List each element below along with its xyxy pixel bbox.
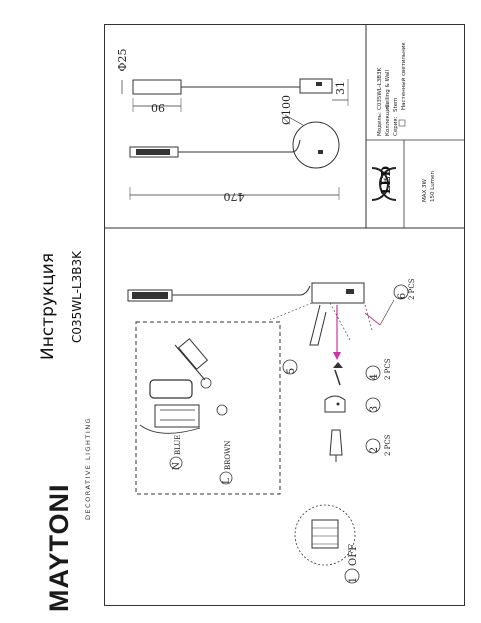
type-value: Настенный светильник	[401, 42, 407, 110]
dim-phi25: Φ25	[116, 48, 129, 72]
step-2-label: 2 PCS	[384, 434, 392, 456]
screw-icon	[335, 370, 340, 385]
brand-logo: MAYTONI	[44, 483, 74, 612]
series-value: Stem	[393, 97, 399, 112]
collection-value: Ceiling & Wall	[385, 69, 391, 108]
dim-100: Ø100	[280, 94, 293, 126]
dim-90: 90	[151, 101, 165, 114]
dim-470: 470	[223, 190, 245, 203]
model-value: C035WL-L3B3K	[377, 67, 383, 110]
led-text: LED	[379, 166, 393, 194]
led-icon	[372, 166, 396, 200]
step-1-num: 1	[348, 576, 359, 584]
dim-31: 31	[334, 81, 347, 95]
switch-circle	[295, 505, 355, 565]
l-color: BROWN	[224, 440, 232, 470]
fixture-base	[312, 283, 364, 303]
step-6-num: 6	[397, 292, 408, 300]
head-outline	[133, 80, 181, 94]
base-circle	[293, 122, 339, 168]
mount-icon	[399, 120, 405, 126]
page-title: Инструкция	[38, 252, 58, 360]
collection-label: Коллекция:	[385, 102, 391, 136]
power-value: MAX 3W	[422, 179, 428, 202]
step-6-label: 2 PCS	[408, 278, 416, 300]
n-color: BLUE	[174, 434, 182, 455]
brand-tagline: DECORATIVE LIGHTING	[84, 416, 92, 520]
model-number: C035WL-L3B3K	[70, 250, 84, 343]
step-3-num: 3	[369, 405, 380, 413]
n-letter: N	[172, 462, 182, 470]
cap-icon	[325, 396, 345, 412]
step-4-num: 4	[369, 373, 380, 381]
model-label: Модель:	[377, 112, 383, 136]
wiring-detail-box	[136, 322, 280, 494]
step-2-num: 2	[369, 446, 380, 454]
l-letter: L	[222, 478, 232, 484]
series-label: Серия:	[393, 116, 399, 136]
arrow-down-icon	[333, 352, 341, 360]
step-5-num: 5	[286, 367, 297, 375]
installation-diagram	[128, 278, 416, 583]
dimension-drawing	[116, 48, 348, 203]
anchor-icon	[330, 430, 342, 455]
step-1-label: OFF	[348, 543, 359, 566]
lumen-value: 150 Lumen	[430, 171, 436, 202]
step-4-label: 2 PCS	[384, 358, 392, 380]
